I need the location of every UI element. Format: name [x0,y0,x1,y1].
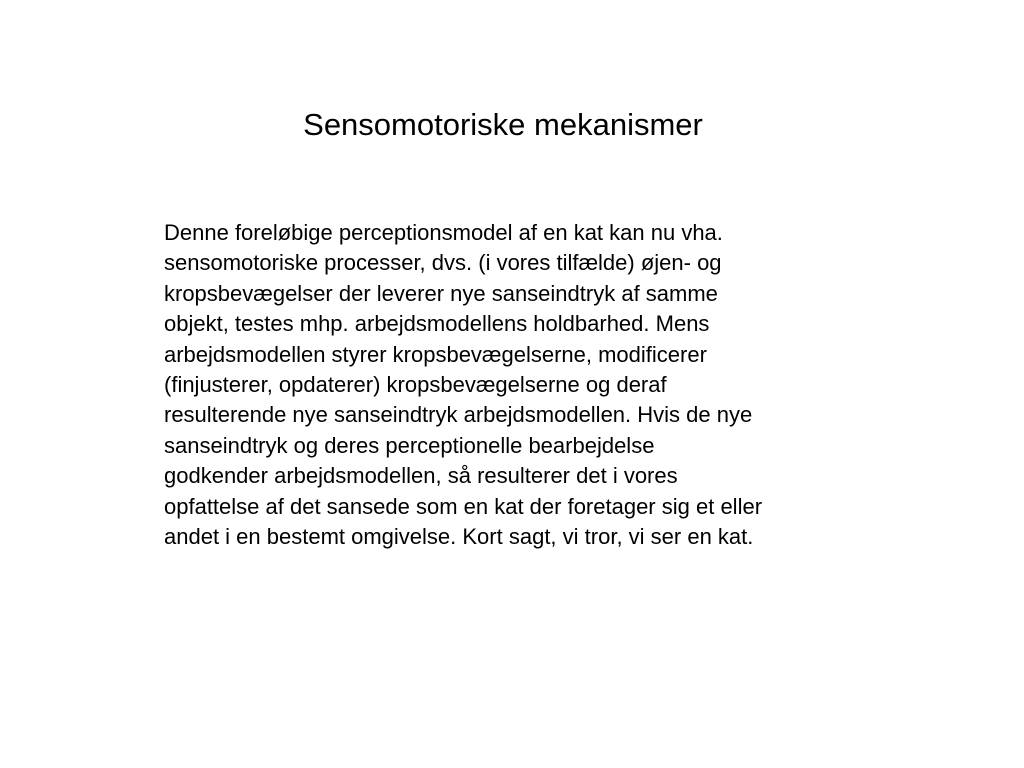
body-line: (finjusterer, opdaterer) kropsbevægelserne og deraf [164,372,667,398]
body-line: Denne foreløbige perceptionsmodel af en kat kan nu vha. [164,220,723,245]
body-line: resulterende nye sanseindtryk arbejdsmodellen. Hvis de nye [164,402,753,428]
slide-title: Sensomotoriske mekanismer [303,107,703,142]
body-line: opfattelse af det sansede som en kat der foretager sig et eller [164,493,763,519]
body-line: andet i en bestemt omgivelse. Kort sagt, vi tror, vi ser en kat. [164,524,754,550]
body-line: kropsbevægelser der leverer nye sanseindtryk af samme [164,280,718,306]
slide-body-text [164,218,884,552]
body-line: sensomotoriske processer, dvs. (i vores tilfælde) øjen- og [164,250,722,276]
body-line: godkender arbejdsmodellen, så resulterer det i vores [164,463,678,489]
body-line: sanseindtryk og deres perceptionelle bearbejdelse [164,432,655,458]
body-line: objekt, testes mhp. arbejdsmodellens holdbarhed. Mens [164,311,710,337]
body-line: arbejdsmodellen styrer kropsbevægelserne, modificerer [164,341,707,367]
